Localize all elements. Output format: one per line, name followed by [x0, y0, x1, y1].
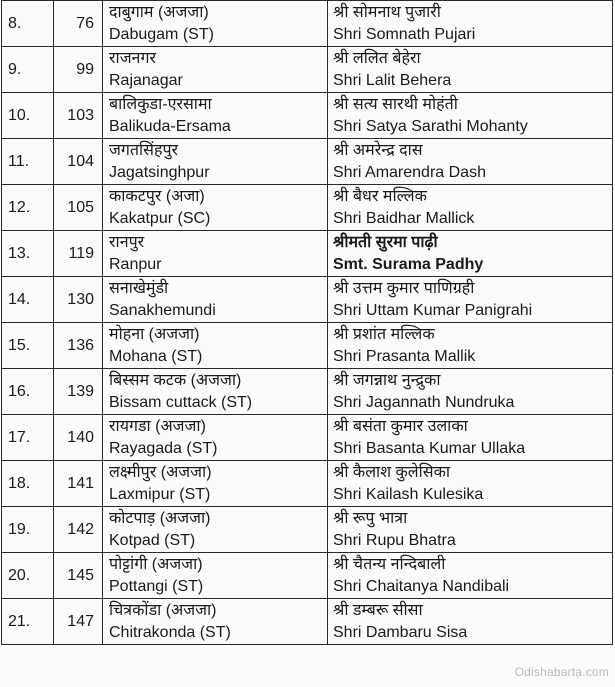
table-row: [2, 93, 613, 139]
constituency-cell: [103, 47, 328, 93]
candidate-name-hindi: श्रीमती सुरमा पाढ़ी: [333, 233, 438, 251]
candidate-name-hindi: श्री अमरेन्द्र दास: [333, 141, 423, 159]
candidate-cell: [328, 277, 613, 323]
constituency-name-hindi: कोटपाड़ (अजजा): [109, 509, 211, 527]
candidate-cell: [328, 1, 613, 47]
candidate-name-english: Shri Kailash Kulesika: [333, 485, 484, 503]
table-row: [2, 323, 613, 369]
constituency-number: 147: [54, 599, 103, 645]
table-row: [2, 415, 613, 461]
candidate-name-english: Shri Basanta Kumar Ullaka: [333, 439, 526, 457]
constituency-cell: [103, 185, 328, 231]
candidate-cell: [328, 461, 613, 507]
serial-number: 20.: [2, 553, 54, 599]
constituency-cell: [103, 93, 328, 139]
constituency-number: 139: [54, 369, 103, 415]
constituency-name-hindi: काकटपुर (अजा): [109, 187, 205, 205]
table-row: [2, 231, 613, 277]
candidate-name-english: Smt. Surama Padhy: [333, 255, 484, 273]
candidate-name-hindi: श्री कैलाश कुलेसिका: [333, 463, 451, 481]
candidate-name-hindi: श्री बैधर मल्लिक: [333, 187, 427, 205]
constituency-number: 99: [54, 47, 103, 93]
constituency-cell: [103, 231, 328, 277]
table-row: [2, 369, 613, 415]
candidate-cell: [328, 139, 613, 185]
candidate-name-english: Shri Somnath Pujari: [333, 25, 476, 43]
constituency-cell: [103, 461, 328, 507]
constituency-name-hindi: जगतसिंहपुर: [109, 141, 179, 159]
candidate-name-english: Shri Dambaru Sisa: [333, 623, 468, 641]
constituency-cell: [103, 553, 328, 599]
constituency-name-english: Sanakhemundi: [109, 301, 216, 319]
serial-number: 12.: [2, 185, 54, 231]
candidate-cell: [328, 553, 613, 599]
table-row: [2, 461, 613, 507]
candidate-name-english: Shri Prasanta Mallik: [333, 347, 476, 365]
constituency-number: 103: [54, 93, 103, 139]
candidate-name-english: Shri Baidhar Mallick: [333, 209, 475, 227]
constituency-name-english: Bissam cuttack (ST): [109, 393, 253, 411]
serial-number: 17.: [2, 415, 54, 461]
constituency-name-english: Kakatpur (SC): [109, 209, 211, 227]
constituency-name-english: Chitrakonda (ST): [109, 623, 231, 641]
candidate-cell: [328, 93, 613, 139]
constituency-number: 104: [54, 139, 103, 185]
constituency-number: 141: [54, 461, 103, 507]
serial-number: 11.: [2, 139, 54, 185]
constituency-cell: [103, 599, 328, 645]
table-row: [2, 507, 613, 553]
table-row: [2, 185, 613, 231]
candidate-name-hindi: श्री सत्य सारथी मोहंती: [333, 95, 458, 113]
candidate-name-hindi: श्री रूपु भात्रा: [333, 509, 408, 527]
serial-number: 13.: [2, 231, 54, 277]
candidate-cell: [328, 507, 613, 553]
constituency-name-hindi: दाबुगाम (अजजा): [109, 3, 209, 21]
constituency-name-english: Laxmipur (ST): [109, 485, 211, 503]
candidate-name-hindi: श्री बसंता कुमार उलाका: [333, 417, 468, 435]
candidate-cell: [328, 599, 613, 645]
table-row: [2, 553, 613, 599]
candidate-name-english: Shri Satya Sarathi Mohanty: [333, 117, 528, 135]
constituency-name-hindi: बिस्सम कटक (अजजा): [109, 371, 242, 389]
constituency-name-english: Rajanagar: [109, 71, 183, 89]
constituency-name-hindi: बालिकुडा-एरसामा: [109, 95, 212, 113]
candidate-name-english: Shri Amarendra Dash: [333, 163, 486, 181]
constituency-number: 130: [54, 277, 103, 323]
serial-number: 19.: [2, 507, 54, 553]
candidate-name-hindi: श्री डम्बरू सीसा: [333, 601, 423, 619]
constituency-name-hindi: राजनगर: [109, 49, 156, 67]
constituency-name-english: Jagatsinghpur: [109, 163, 210, 181]
constituency-name-english: Ranpur: [109, 255, 162, 273]
table-row: [2, 47, 613, 93]
constituency-number: 136: [54, 323, 103, 369]
constituency-cell: [103, 1, 328, 47]
serial-number: 21.: [2, 599, 54, 645]
candidate-name-english: Shri Lalit Behera: [333, 71, 452, 89]
serial-number: 15.: [2, 323, 54, 369]
constituency-name-hindi: लक्ष्मीपुर (अजजा): [109, 463, 212, 481]
candidate-name-hindi: श्री जगन्नाथ नुन्द्रुका: [333, 371, 441, 389]
watermark: Odishabarta.com: [514, 665, 609, 679]
constituency-name-hindi: रायगडा (अजजा): [109, 417, 206, 435]
candidate-name-hindi: श्री प्रशांत मल्लिक: [333, 325, 435, 343]
candidate-cell: [328, 323, 613, 369]
constituency-number: 145: [54, 553, 103, 599]
constituency-cell: [103, 139, 328, 185]
serial-number: 10.: [2, 93, 54, 139]
constituency-name-hindi: मोहना (अजजा): [109, 325, 200, 343]
constituency-number: 76: [54, 1, 103, 47]
constituency-name-english: Kotpad (ST): [109, 531, 196, 549]
candidate-name-english: Shri Uttam Kumar Panigrahi: [333, 301, 533, 319]
constituency-number: 105: [54, 185, 103, 231]
constituency-name-english: Rayagada (ST): [109, 439, 218, 457]
candidate-name-english: Shri Jagannath Nundruka: [333, 393, 515, 411]
constituency-name-english: Pottangi (ST): [109, 577, 204, 595]
serial-number: 18.: [2, 461, 54, 507]
constituency-name-hindi: पोट्टांगी (अजजा): [109, 555, 203, 573]
constituency-cell: [103, 415, 328, 461]
constituency-number: 142: [54, 507, 103, 553]
table-row: [2, 1, 613, 47]
table-row: [2, 599, 613, 645]
constituency-name-hindi: सनाखेमुंडी: [109, 279, 169, 297]
constituency-number: 140: [54, 415, 103, 461]
constituency-name-english: Balikuda-Ersama: [109, 117, 231, 135]
candidate-name-hindi: श्री चैतन्य नन्दिबाली: [333, 555, 446, 573]
constituency-name-hindi: रानपुर: [109, 233, 145, 251]
candidate-cell: [328, 231, 613, 277]
candidate-name-english: Shri Chaitanya Nandibali: [333, 577, 510, 595]
table-row: [2, 277, 613, 323]
candidate-name-hindi: श्री उत्तम कुमार पाणिग्रही: [333, 279, 475, 297]
table-row: [2, 139, 613, 185]
candidate-table-body: [2, 1, 613, 645]
constituency-cell: [103, 323, 328, 369]
constituency-name-hindi: चित्रकोंडा (अजजा): [109, 601, 217, 619]
serial-number: 16.: [2, 369, 54, 415]
candidate-name-hindi: श्री सोमनाथ पुजारी: [333, 3, 441, 21]
candidate-cell: [328, 369, 613, 415]
constituency-number: 119: [54, 231, 103, 277]
candidate-cell: [328, 47, 613, 93]
candidate-table: [1, 0, 613, 645]
candidate-cell: [328, 415, 613, 461]
serial-number: 8.: [2, 1, 54, 47]
constituency-cell: [103, 369, 328, 415]
constituency-cell: [103, 507, 328, 553]
candidate-name-hindi: श्री ललित बेहेरा: [333, 49, 421, 67]
candidate-name-english: Shri Rupu Bhatra: [333, 531, 456, 549]
serial-number: 14.: [2, 277, 54, 323]
constituency-name-english: Mohana (ST): [109, 347, 203, 365]
candidate-cell: [328, 185, 613, 231]
constituency-name-english: Dabugam (ST): [109, 25, 214, 43]
serial-number: 9.: [2, 47, 54, 93]
constituency-cell: [103, 277, 328, 323]
